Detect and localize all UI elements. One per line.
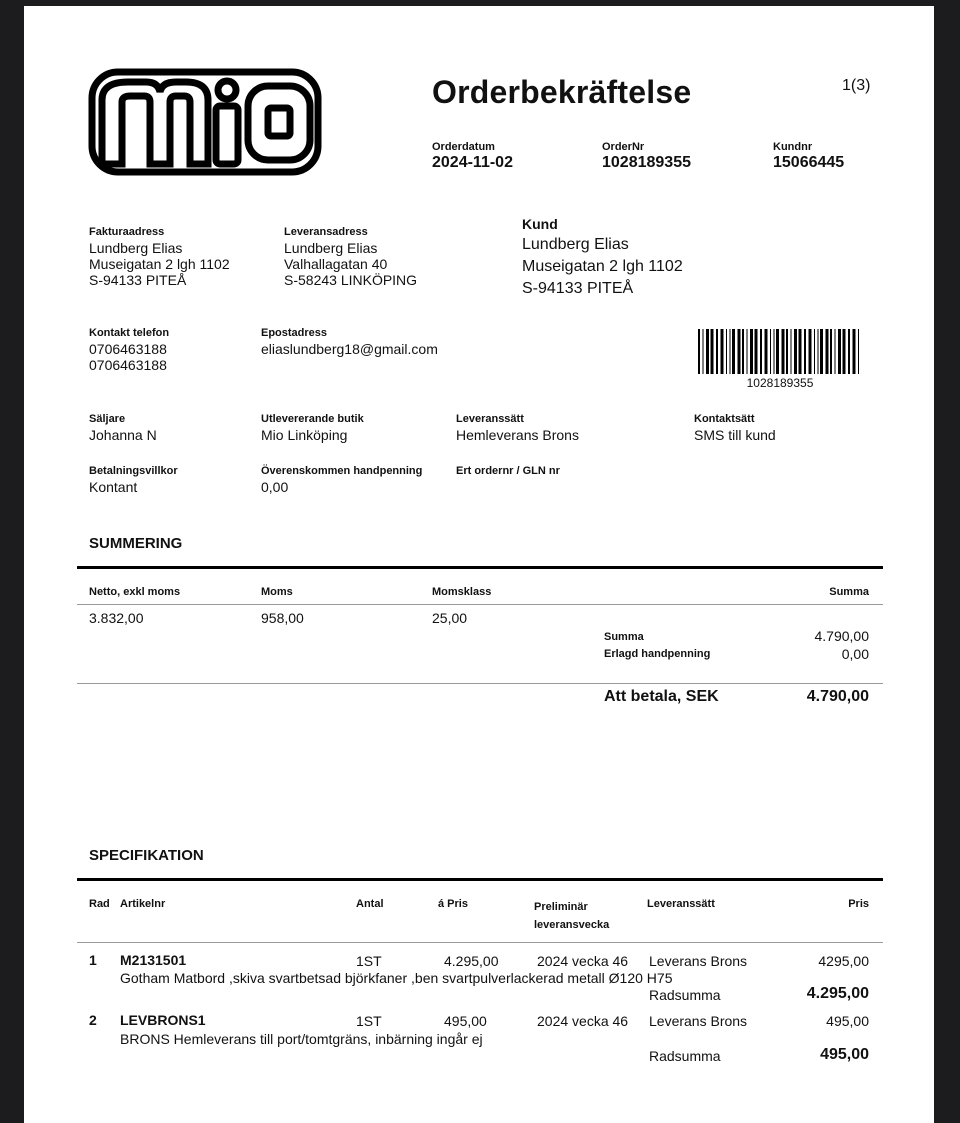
ordernr-value: 1028189355 [602,154,691,171]
handpenning-label: Överenskommen handpenning [261,465,423,477]
handpenning-field [261,465,422,495]
barcode-bar [826,329,829,374]
barcode-bar [843,329,846,374]
summering-divider-top [77,566,883,569]
leveranssatt-value: Hemleverans Brons [456,427,579,443]
col-preliminar-line2: leveransvecka [534,919,610,931]
netto-value: 3.832,00 [89,610,144,626]
row-antal: 1ST [356,1013,382,1029]
barcode-bar [750,329,753,374]
butik-value: Mio Linköping [261,427,348,443]
faktura-line: S-94133 PITEÅ [89,272,187,288]
barcode-bar [820,329,823,374]
col-preliminar [534,898,609,934]
barcode-bar [770,329,771,374]
erlagd-handpenning-value: 0,00 [841,646,869,662]
kund-address [522,216,683,300]
moms-value: 958,00 [261,610,304,626]
summa-header-label: Summa [829,586,869,598]
saljare-value: Johanna N [89,427,157,443]
phone-value: 0706463188 [89,357,167,373]
row-radsumma-label: Radsumma [649,987,721,1003]
phone-value: 0706463188 [89,341,167,357]
row-artikelnr: M2131501 [120,952,187,968]
barcode-number: 1028189355 [746,376,814,390]
netto-label: Netto, exkl moms [89,586,181,598]
col-artikelnr: Artikelnr [120,898,166,910]
row-leveranssatt: Leverans Brons [649,953,748,969]
erlagd-handpenning-label: Erlagd handpenning [604,648,711,660]
barcode-bar [698,329,700,374]
summa-value: 4.790,00 [814,628,869,644]
email-value: eliaslundberg18@gmail.com [261,341,438,357]
row-description: BRONS Hemleverans till port/tomtgräns, inbärning ingår ej [120,1031,483,1047]
row-a-pris: 495,00 [444,1013,487,1029]
butik-field [261,413,364,443]
betalningsvillkor-label: Betalningsvillkor [89,465,178,477]
barcode-bar [730,329,731,374]
specifikation-heading: SPECIFIKATION [89,847,204,864]
phone-label: Kontakt telefon [89,327,170,339]
barcode-bar [809,329,812,374]
barcode-bar [835,329,836,374]
barcode-bar [838,329,841,374]
faktura-line: Lundberg Elias [89,240,183,256]
barcode-bar [721,329,724,374]
barcode-bar [791,329,792,374]
specifikation-divider [77,942,883,943]
row-pris: 495,00 [826,1013,869,1029]
row-a-pris: 4.295,00 [444,953,499,969]
barcode-bar [774,329,775,374]
row-radsumma-value: 495,00 [820,1046,869,1063]
page-number: 1(3) [842,77,871,94]
barcode-bar [794,329,797,374]
barcode-bar [848,329,850,374]
ordernr-gln-field [456,465,560,477]
leveranssatt-field [456,413,579,443]
order-confirmation-page [24,6,934,1123]
row-radsumma-label: Radsumma [649,1048,721,1064]
barcode-bar [706,329,709,374]
barcode-bar [716,329,718,374]
momsklass-value: 25,00 [432,610,468,626]
barcode-bar [799,329,802,374]
handpenning-value: 0,00 [261,479,289,495]
kundnr-value: 15066445 [773,154,845,171]
leveranssatt-label: Leveranssätt [456,413,524,425]
barcode-bar [804,329,806,374]
betalningsvillkor-value: Kontant [89,479,138,495]
specifikation-divider-top [77,878,883,881]
saljare-field [89,413,157,443]
faktura-line: Museigatan 2 lgh 1102 [89,256,230,272]
email-label: Epostadress [261,327,328,339]
leverans-line: Valhallagatan 40 [284,256,388,272]
row-number: 2 [89,1012,97,1028]
mio-logo [88,68,322,176]
momsklass-label: Momsklass [432,586,492,598]
barcode-bar [747,329,748,374]
barcode-bar [853,329,856,374]
col-rad: Rad [89,898,110,910]
faktura-address [89,226,230,288]
kund-line: Museigatan 2 lgh 1102 [522,258,683,275]
barcode-bar [711,329,714,374]
kund-line: S-94133 PITEÅ [522,280,634,297]
row-number: 1 [89,952,97,968]
kontaktsatt-label: Kontaktsätt [694,413,755,425]
leverans-line: Lundberg Elias [284,240,378,256]
summering-divider-bottom [77,683,883,684]
col-antal: Antal [356,898,384,910]
faktura-label: Fakturaadress [89,226,165,238]
att-betala-label: Att betala, SEK [604,688,719,705]
col-preliminar-line1: Preliminär [534,901,588,913]
kund-label: Kund [522,216,558,232]
barcode-bar [858,329,859,374]
page-title: Orderbekräftelse [432,74,692,110]
col-pris: Pris [848,898,869,910]
col-a-pris: á Pris [438,898,468,910]
row-description: Gotham Matbord ,skiva svartbetsad björkfaner ,ben svartpulverlackerad metall Ø120 H75 [120,970,673,986]
barcode-bar [814,329,815,374]
leverans-label: Leveransadress [284,226,368,238]
barcode-bar [738,329,741,374]
row-leveranssatt: Leverans Brons [649,1013,748,1029]
row-pris: 4295,00 [818,953,869,969]
kundnr-label: Kundnr [773,141,813,153]
summering-divider [77,604,883,605]
orderdatum-value: 2024-11-02 [432,154,513,171]
betalningsvillkor-field [89,465,178,495]
row-radsumma-value: 4.295,00 [806,985,869,1002]
kund-line: Lundberg Elias [522,236,629,253]
leverans-address [284,226,417,288]
barcode-bar [742,329,744,374]
barcode-bar [760,329,762,374]
barcode-bar [786,329,788,374]
row-vecka: 2024 vecka 46 [537,1013,629,1029]
barcode [698,329,862,374]
contact-phone [89,327,169,373]
barcode-bar [818,329,819,374]
barcode-bar [782,329,785,374]
kontaktsatt-value: SMS till kund [694,427,776,443]
barcode-bar [755,329,758,374]
row-artikelnr: LEVBRONS1 [120,1012,206,1028]
col-leveranssatt: Leveranssätt [647,898,715,910]
orderdatum-label: Orderdatum [432,141,495,153]
ordernr-gln-label: Ert ordernr / GLN nr [456,465,560,477]
summering-heading: SUMMERING [89,535,183,552]
barcode-bar [776,329,779,374]
butik-label: Utlevererande butik [261,413,364,425]
row-antal: 1ST [356,953,382,969]
barcode-bar [765,329,768,374]
barcode-bar [703,329,704,374]
barcode-bar [830,329,832,374]
row-vecka: 2024 vecka 46 [537,953,629,969]
contact-email [261,327,438,357]
kontaktsatt-field [694,413,776,443]
summa-label: Summa [604,631,644,643]
leverans-line: S-58243 LINKÖPING [284,272,418,288]
ordernr-label: OrderNr [602,141,645,153]
barcode-bar [732,329,735,374]
att-betala-value: 4.790,00 [806,688,869,705]
saljare-label: Säljare [89,413,126,425]
moms-label: Moms [261,586,293,598]
barcode-bar [726,329,727,374]
